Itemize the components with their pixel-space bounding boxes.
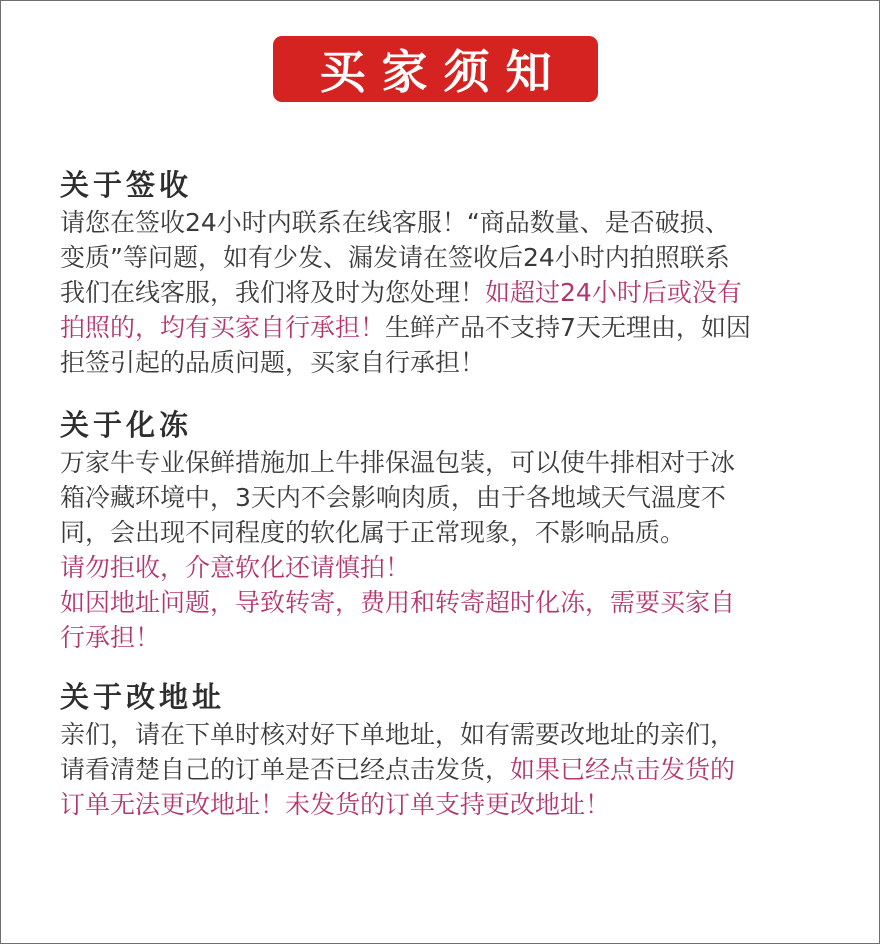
title-banner bbox=[273, 36, 598, 102]
body-text: 请看清楚自己的订单是否已经点击发货， bbox=[60, 755, 511, 784]
text-line bbox=[60, 445, 820, 480]
text-line bbox=[60, 515, 820, 550]
text-line bbox=[60, 275, 820, 310]
highlighted-text: 如果已经点击发货的 bbox=[510, 755, 736, 784]
highlighted-text: 如超过24小时后或没有 bbox=[485, 278, 742, 307]
section-sign-for bbox=[60, 167, 820, 380]
highlighted-text: 订单无法更改地址！未发货的订单支持更改地址！ bbox=[60, 790, 611, 819]
text-line bbox=[60, 620, 820, 655]
body-text: 请您在签收24小时内联系在线客服！“商品数量、是否破损、 bbox=[60, 208, 730, 237]
body-text: 我们在线客服，我们将及时为您处理！ bbox=[60, 278, 486, 307]
text-line bbox=[60, 480, 820, 515]
body-text: 箱冷藏环境中，3天内不会影响肉质，由于各地域天气温度不 bbox=[60, 483, 726, 512]
section-body bbox=[60, 717, 820, 822]
text-line bbox=[60, 585, 820, 620]
section-heading: 关于化冻 bbox=[60, 408, 193, 442]
banner-title: 买家须知 bbox=[319, 45, 568, 99]
section-change-address bbox=[60, 679, 820, 822]
text-line bbox=[60, 345, 820, 380]
section-heading: 关于改地址 bbox=[60, 680, 226, 714]
body-text: 万家牛专业保鲜措施加上牛排保温包装，可以使牛排相对于冰 bbox=[60, 448, 736, 477]
highlighted-text: 如因地址问题，导致转寄，费用和转寄超时化冻，需要买家自 bbox=[60, 588, 736, 617]
section-body bbox=[60, 445, 820, 655]
body-text: 拒签引起的品质问题，买家自行承担！ bbox=[60, 348, 486, 377]
text-line bbox=[60, 205, 820, 240]
section-thawing bbox=[60, 407, 820, 655]
text-line bbox=[60, 310, 820, 345]
highlighted-text: 请勿拒收，介意软化还请慎拍！ bbox=[60, 553, 411, 582]
highlighted-text: 行承担！ bbox=[60, 623, 161, 652]
body-text: 变质”等问题，如有少发、漏发请在签收后24小时内拍照联系 bbox=[60, 243, 730, 272]
section-heading: 关于签收 bbox=[60, 168, 193, 202]
text-line bbox=[60, 550, 820, 585]
body-text: 亲们，请在下单时核对好下单地址，如有需要改地址的亲们， bbox=[60, 720, 736, 749]
text-line bbox=[60, 240, 820, 275]
highlighted-text: 拍照的，均有买家自行承担！ bbox=[60, 313, 386, 342]
text-line bbox=[60, 717, 820, 752]
text-line bbox=[60, 787, 820, 822]
section-body bbox=[60, 205, 820, 380]
body-text: 同，会出现不同程度的软化属于正常现象，不影响品质。 bbox=[60, 518, 686, 547]
text-line bbox=[60, 752, 820, 787]
body-text: 生鲜产品不支持7天无理由，如因 bbox=[385, 313, 751, 342]
